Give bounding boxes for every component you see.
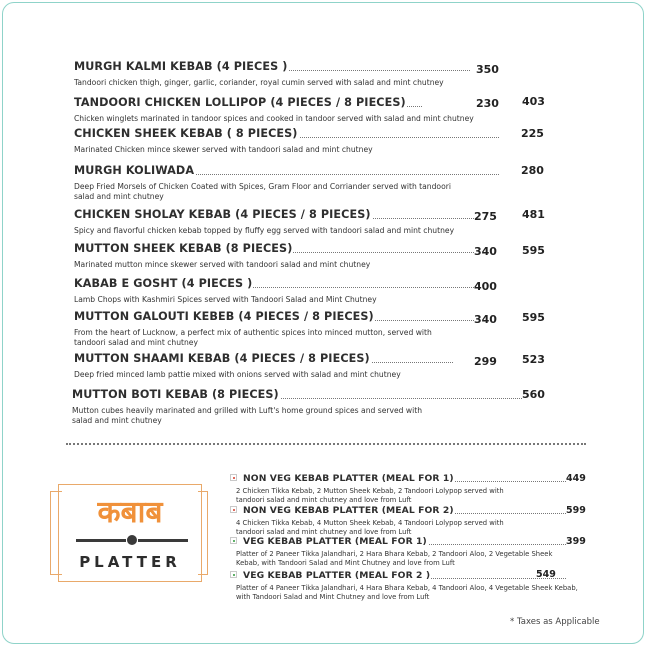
logo-word: PLATTER bbox=[79, 553, 181, 571]
item-price-large: 523 bbox=[522, 353, 545, 366]
item-name: CHICKEN SHOLAY KEBAB (4 PIECES / 8 PIECES) bbox=[74, 208, 371, 221]
logo-rule-left bbox=[76, 539, 126, 542]
item-price: 350 bbox=[476, 63, 499, 76]
section-divider bbox=[66, 443, 586, 445]
platter-price: 449 bbox=[566, 473, 586, 484]
item-description: Deep fried minced lamb pattie mixed with onions served with salad and mint chutney bbox=[74, 370, 401, 379]
logo-rule-right bbox=[138, 539, 188, 542]
item-name: MURGH KOLIWADA bbox=[74, 164, 195, 177]
veg-icon bbox=[230, 571, 237, 578]
item-price-large: 403 bbox=[522, 95, 545, 108]
platter-item bbox=[230, 505, 592, 537]
item-name: MUTTON GALOUTI KEBEB (4 PIECES / 8 PIECES) bbox=[74, 310, 374, 323]
platter-description: Platter of 4 Paneer Tikka Jalandhari, 4 Hara Bhara Kebab, 4 Tandoori Aloo, 4 Vegetable Sheek Kebab, with Tandoori Salad and Mint Chutney and love from Luft bbox=[236, 584, 578, 601]
item-price: 275 bbox=[474, 210, 497, 223]
item-price: 340 bbox=[474, 245, 497, 258]
item-price: 299 bbox=[474, 355, 497, 368]
platter-description: 2 Chicken Tikka Kebab, 2 Mutton Sheek Kebab, 2 Tandoori Lolypop served with tandoori salad and mint chutney and love from Luft bbox=[236, 487, 504, 504]
item-description: Spicy and flavorful chicken kebab topped by fluffy egg served with tandoori salad and mint chutney bbox=[74, 226, 455, 235]
item-description: Chicken winglets marinated in tandoor spices and cooked in tandoor served with salad and mint chutney bbox=[74, 114, 474, 123]
item-name: MUTTON SHAAMI KEBAB (4 PIECES / 8 PIECES) bbox=[74, 352, 370, 365]
non-veg-icon bbox=[230, 474, 237, 481]
menu-item bbox=[74, 164, 550, 202]
menu-item bbox=[74, 310, 550, 348]
platter-price: 549 bbox=[536, 569, 556, 580]
menu-item bbox=[74, 208, 550, 236]
item-description: Marinated mutton mince skewer served with tandoori salad and mint chutney bbox=[74, 260, 371, 269]
platter-item bbox=[230, 473, 592, 505]
platter-name: VEG KEBAB PLATTER (MEAL FOR 1) bbox=[243, 536, 427, 547]
logo-devanagari-text: कबाब bbox=[97, 495, 163, 530]
item-price: 560 bbox=[522, 388, 545, 401]
item-price-large: 595 bbox=[522, 311, 545, 324]
platter-description: 4 Chicken Tikka Kebab, 4 Mutton Sheek Kebab, 4 Tandoori Lolypop served with tandoori salad and mint chutney and love from Luft bbox=[236, 519, 504, 536]
item-name: MUTTON SHEEK KEBAB (8 PIECES) bbox=[74, 242, 293, 255]
item-price: 280 bbox=[521, 164, 544, 177]
item-price: 230 bbox=[476, 97, 499, 110]
item-price-large: 481 bbox=[522, 208, 545, 221]
item-description: Deep Fried Morsels of Chicken Coated with Spices, Gram Floor and Corriander served with tandoori salad and mint chutney bbox=[74, 182, 451, 201]
item-description: Lamb Chops with Kashmiri Spices served with Tandoori Salad and Mint Chutney bbox=[74, 295, 377, 304]
menu-item bbox=[74, 60, 550, 88]
platter-price: 399 bbox=[566, 536, 586, 547]
item-name: MURGH KALMI KEBAB (4 PIECES ) bbox=[74, 60, 288, 73]
item-description: From the heart of Lucknow, a perfect mix of authentic spices into minced mutton, served with tandoori salad and mint chutney bbox=[74, 328, 432, 347]
menu-item bbox=[72, 388, 548, 426]
item-name: TANDOORI CHICKEN LOLLIPOP (4 PIECES / 8 PIECES) bbox=[74, 96, 406, 109]
menu-item bbox=[74, 352, 550, 380]
tax-note: * Taxes as Applicable bbox=[510, 617, 600, 627]
veg-icon bbox=[230, 537, 237, 544]
platter-item bbox=[230, 570, 592, 602]
platter-name: NON VEG KEBAB PLATTER (MEAL FOR 1) bbox=[243, 473, 454, 484]
item-description: Marinated Chicken mince skewer served with tandoori salad and mint chutney bbox=[74, 145, 373, 154]
item-price: 340 bbox=[474, 313, 497, 326]
platter-name: NON VEG KEBAB PLATTER (MEAL FOR 2) bbox=[243, 505, 454, 516]
item-name: CHICKEN SHEEK KEBAB ( 8 PIECES) bbox=[74, 127, 298, 140]
menu-item bbox=[74, 277, 550, 305]
non-veg-icon bbox=[230, 506, 237, 513]
item-name: MUTTON BOTI KEBAB (8 PIECES) bbox=[72, 388, 279, 401]
menu-item bbox=[74, 242, 550, 270]
platter-price: 599 bbox=[566, 505, 586, 516]
item-description: Tandoori chicken thigh, ginger, garlic, coriander, royal cumin served with salad and mint chutney bbox=[74, 78, 444, 87]
item-price: 400 bbox=[474, 280, 497, 293]
logo-dot bbox=[127, 535, 137, 545]
menu-item bbox=[74, 127, 550, 155]
platter-name: VEG KEBAB PLATTER (MEAL FOR 2 ) bbox=[243, 570, 431, 581]
item-price-large: 595 bbox=[522, 244, 545, 257]
item-description: Mutton cubes heavily marinated and grilled with Luft's home ground spices and served with salad and mint chutney bbox=[72, 406, 423, 425]
item-price: 225 bbox=[521, 127, 544, 140]
item-name: KABAB E GOSHT (4 PIECES ) bbox=[74, 277, 253, 290]
platter-item bbox=[230, 536, 592, 568]
menu-item bbox=[74, 96, 550, 124]
platter-description: Platter of 2 Paneer Tikka Jalandhari, 2 Hara Bhara Kebab, 2 Tandoori Aloo, 2 Vegetable Sheek Kebab, with Tandoori Salad and Mint Chutney and love from Luft bbox=[236, 550, 553, 567]
